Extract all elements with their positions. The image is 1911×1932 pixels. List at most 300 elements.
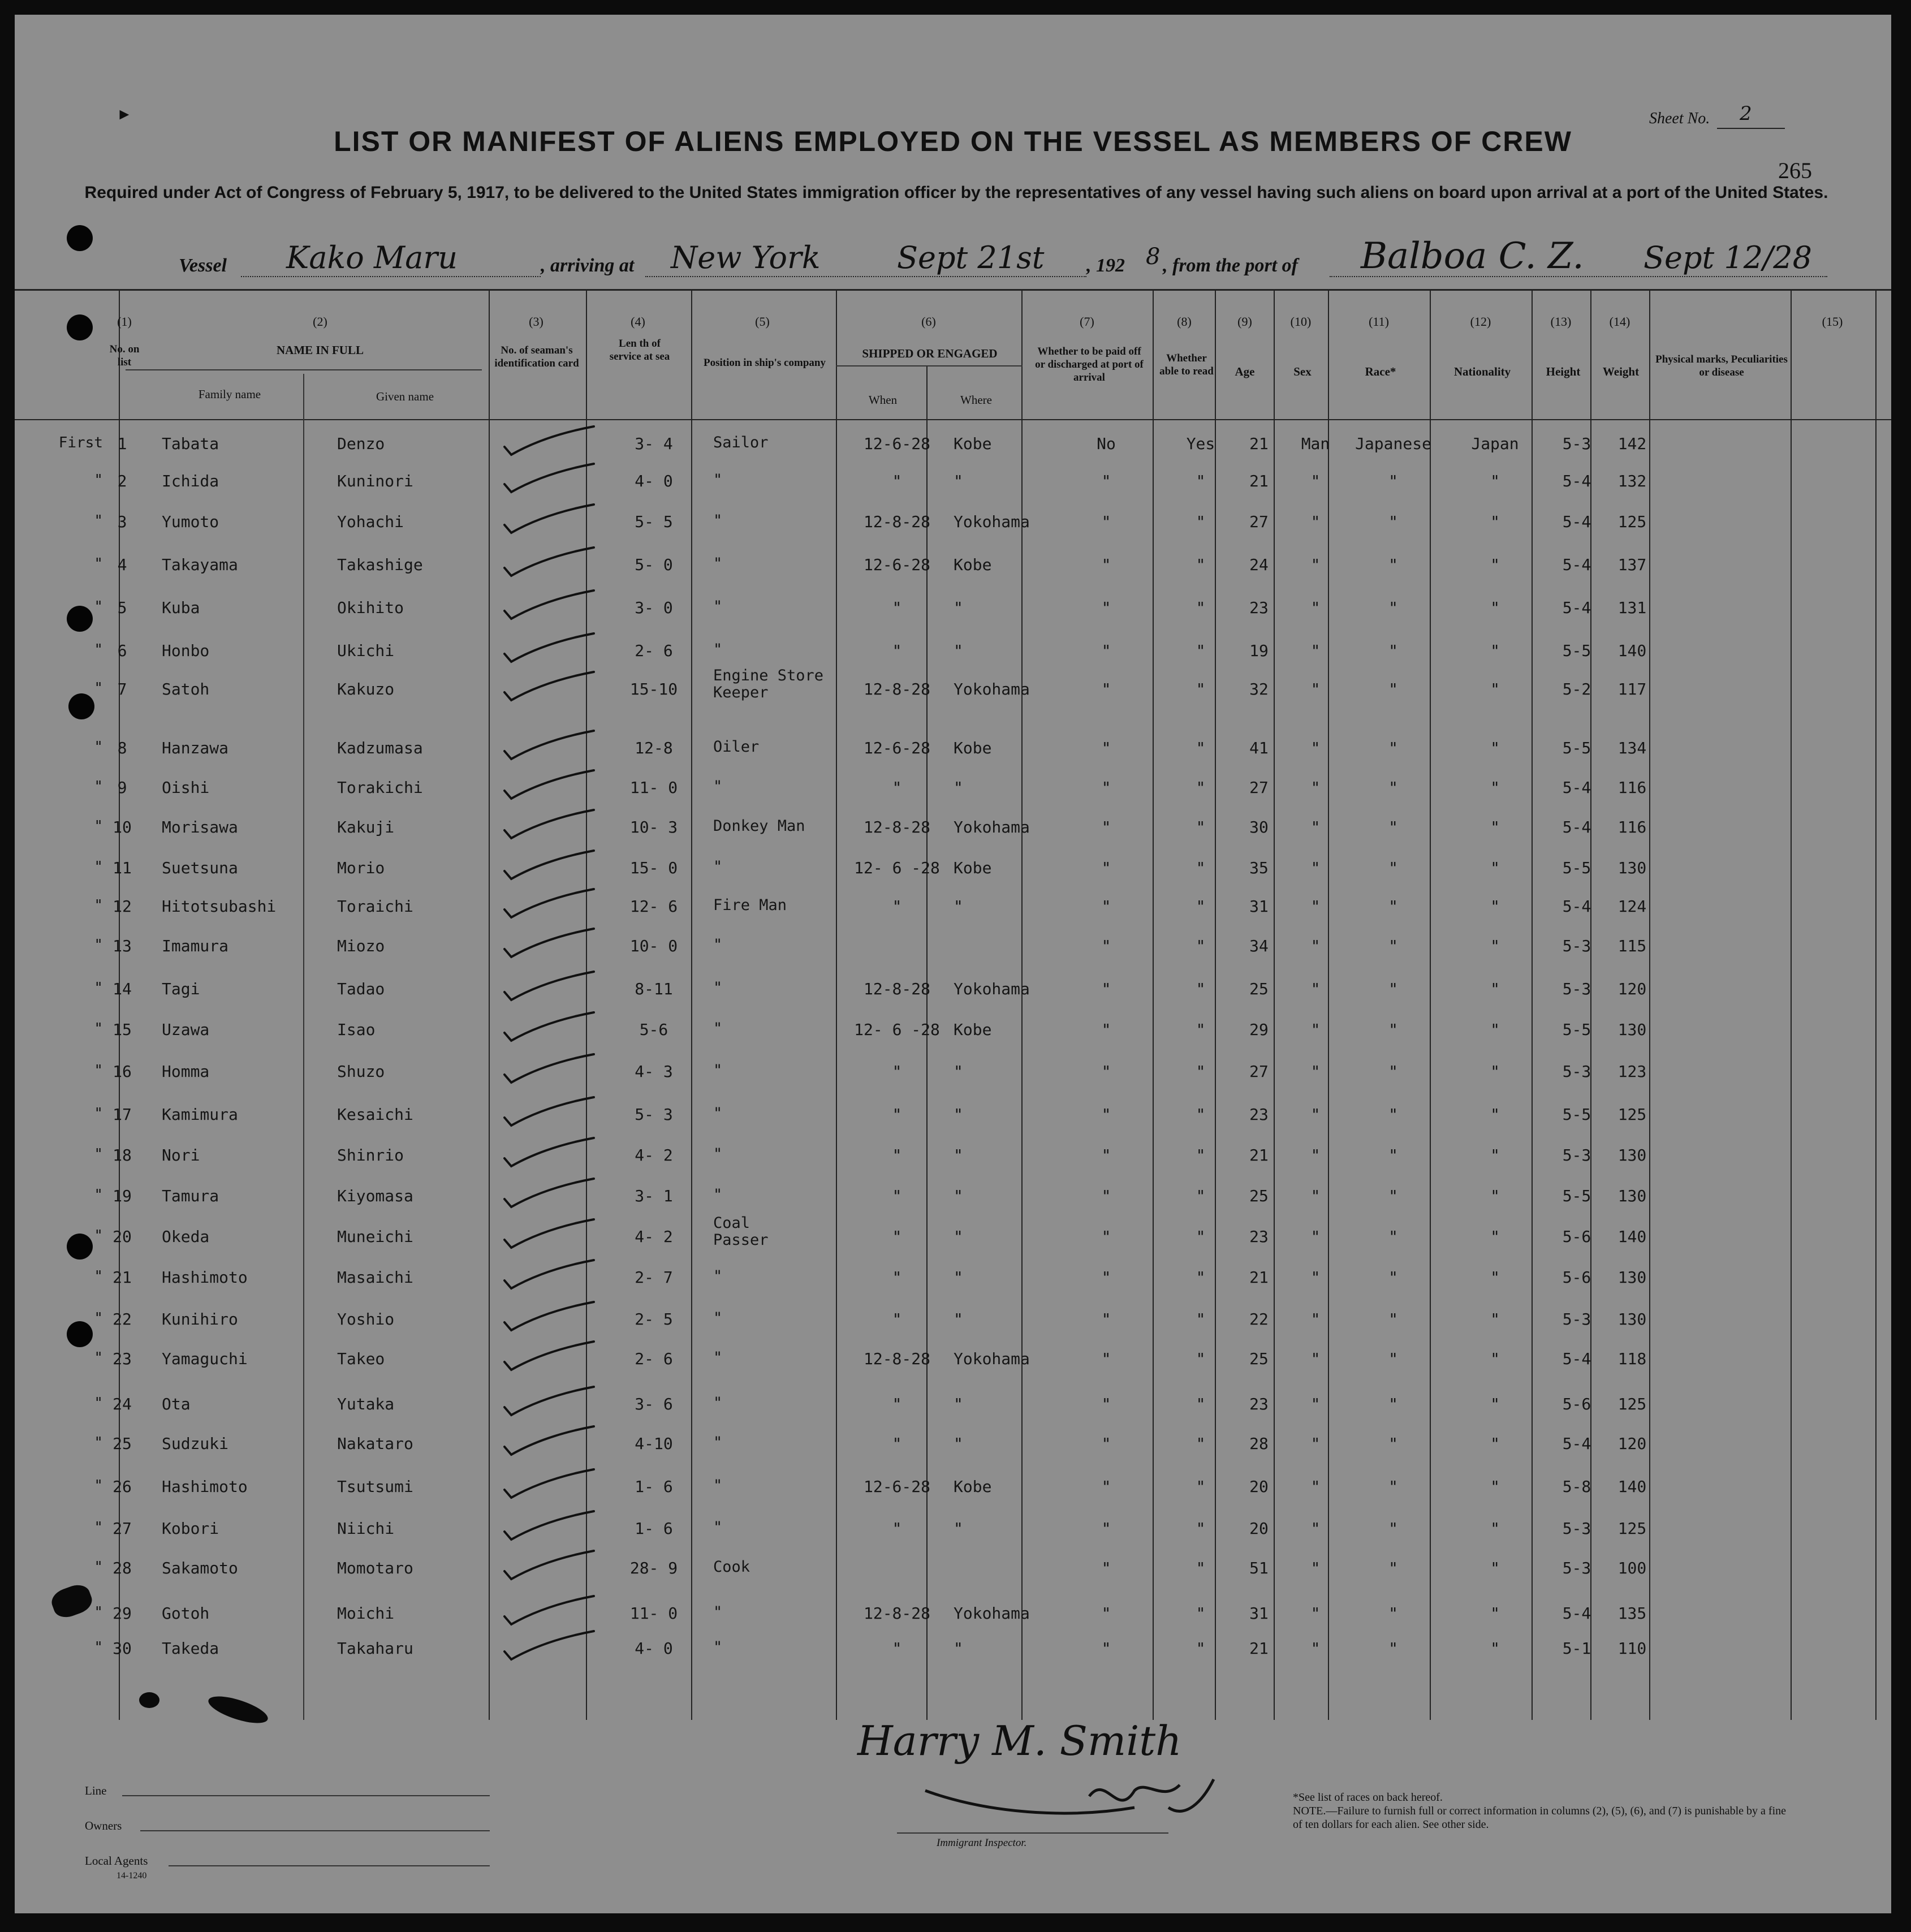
cell-nationality: ": [1490, 1519, 1500, 1538]
cell-age: 30: [1249, 818, 1269, 836]
cell-family: Hanzawa: [162, 739, 229, 757]
vessel-line: [241, 276, 541, 277]
cell-mark: ": [94, 1268, 103, 1285]
col-num: (7): [1080, 314, 1094, 329]
cell-mark: ": [94, 512, 103, 529]
cell-race: ": [1388, 1519, 1398, 1538]
cell-family: Oishi: [162, 778, 210, 797]
cell-given: Torakichi: [337, 778, 423, 797]
name-rule: [126, 369, 482, 370]
cell-where: ": [954, 1639, 963, 1658]
col-rule: [1649, 289, 1650, 1720]
year-digit: 8: [1146, 244, 1161, 270]
id-card-check-mark: [501, 1136, 597, 1170]
cell-mark: ": [94, 1604, 103, 1621]
cell-when: 12-8-28: [863, 512, 930, 531]
cell-nationality: ": [1490, 1187, 1500, 1205]
cell-paid: ": [1101, 980, 1111, 998]
cell-weight: 125: [1617, 1105, 1647, 1124]
cell-sex: ": [1310, 1604, 1321, 1623]
cell-when: ": [892, 1268, 902, 1287]
from-port-label: , from the port of: [1163, 255, 1298, 276]
col-rule: [1153, 289, 1154, 1720]
col-rule: [1328, 289, 1329, 1720]
cell-read: ": [1196, 1604, 1206, 1623]
cell-nationality: ": [1490, 1604, 1500, 1623]
cell-position: ": [713, 778, 723, 795]
cell-service: 4-10: [635, 1434, 673, 1453]
cell-nationality: ": [1490, 1268, 1500, 1287]
cell-age: 23: [1249, 1227, 1269, 1246]
cell-mark: ": [94, 739, 103, 756]
inspector-rule: [897, 1832, 1168, 1834]
cell-service: 2- 6: [635, 1349, 673, 1368]
cell-position: Fire Man: [713, 896, 787, 914]
cell-age: 31: [1249, 1604, 1269, 1623]
cell-family: Takeda: [162, 1639, 219, 1658]
arriving-line: [645, 276, 1086, 277]
cell-given: Morio: [337, 859, 385, 877]
cell-family: Kobori: [162, 1519, 219, 1538]
cell-height: 5-6: [1562, 1395, 1591, 1413]
year-prefix: , 192: [1086, 255, 1125, 276]
cell-weight: 125: [1617, 512, 1647, 531]
cell-when: ": [892, 1187, 902, 1205]
cell-sex: ": [1310, 472, 1321, 490]
col-num: (9): [1237, 314, 1252, 329]
cell-age: 23: [1249, 598, 1269, 617]
cell-service: 1- 6: [635, 1477, 673, 1496]
cell-height: 5-5: [1562, 641, 1591, 660]
cell-position: Coal Passer: [713, 1214, 769, 1249]
cell-service: 5- 0: [635, 555, 673, 574]
cell-no: 2: [117, 472, 127, 490]
cell-age: 28: [1249, 1434, 1269, 1453]
cell-service: 4- 0: [635, 472, 673, 490]
cell-position: ": [713, 858, 723, 876]
id-card-check-mark: [501, 1095, 597, 1129]
cell-nationality: ": [1490, 739, 1500, 757]
cell-given: Shuzo: [337, 1062, 385, 1081]
cell-mark: ": [94, 937, 103, 954]
cell-race: ": [1388, 641, 1398, 660]
cell-mark: First: [58, 434, 103, 451]
cell-nationality: ": [1490, 818, 1500, 836]
cell-position: ": [713, 512, 723, 529]
id-card-check-mark: [501, 969, 597, 1003]
cell-height: 5-2: [1562, 680, 1591, 698]
cell-age: 29: [1249, 1020, 1269, 1039]
cell-nationality: ": [1490, 1434, 1500, 1453]
cell-no: 4: [117, 555, 127, 574]
cell-family: Kunihiro: [162, 1310, 238, 1329]
cell-nationality: ": [1490, 1477, 1500, 1496]
cell-paid: ": [1101, 472, 1111, 490]
cell-nationality: ": [1490, 1310, 1500, 1329]
cell-when: 12-8-28: [863, 1604, 930, 1623]
cell-mark: ": [94, 818, 103, 835]
cell-nationality: ": [1490, 1559, 1500, 1577]
cell-read: ": [1196, 1227, 1206, 1246]
cell-weight: 120: [1617, 980, 1647, 998]
cell-no: 20: [113, 1227, 132, 1246]
cell-position: ": [713, 471, 723, 489]
cell-position: ": [713, 1105, 723, 1122]
cell-age: 20: [1249, 1477, 1269, 1496]
cell-position: ": [713, 1349, 723, 1366]
cell-nationality: ": [1490, 641, 1500, 660]
cell-read: ": [1196, 1310, 1206, 1329]
cell-race: ": [1388, 1559, 1398, 1577]
cell-sex: ": [1310, 1639, 1321, 1658]
cell-position: ": [713, 979, 723, 997]
cell-paid: ": [1101, 859, 1111, 877]
cell-read: Yes: [1186, 434, 1215, 453]
cell-age: 25: [1249, 1349, 1269, 1368]
cell-height: 5-4: [1562, 472, 1591, 490]
col-num: (8): [1177, 314, 1192, 329]
cell-paid: ": [1101, 1062, 1111, 1081]
cell-no: 9: [117, 778, 127, 797]
cell-service: 8-11: [635, 980, 673, 998]
id-card-check-mark: [501, 1339, 597, 1373]
form-number: 14-1240: [117, 1871, 147, 1881]
cell-nationality: ": [1490, 472, 1500, 490]
cell-race: ": [1388, 1349, 1398, 1368]
cell-where: ": [954, 1395, 963, 1413]
cell-when: 12-6-28: [863, 1477, 930, 1496]
agents-rule: [169, 1865, 490, 1866]
cell-weight: 134: [1617, 739, 1647, 757]
cell-given: Kesaichi: [337, 1105, 413, 1124]
cell-no: 8: [117, 739, 127, 757]
cell-sex: ": [1310, 818, 1321, 836]
cell-nationality: ": [1490, 897, 1500, 916]
cell-given: Kakuzo: [337, 680, 395, 698]
cell-age: 35: [1249, 859, 1269, 877]
cell-read: ": [1196, 937, 1206, 955]
cell-nationality: ": [1490, 1349, 1500, 1368]
cell-race: ": [1388, 818, 1398, 836]
cell-when: ": [892, 472, 902, 490]
page-number: 265: [1778, 158, 1812, 183]
cell-age: 25: [1249, 1187, 1269, 1205]
cell-height: 5-3: [1562, 1559, 1591, 1577]
cell-family: Takayama: [162, 555, 238, 574]
cell-no: 28: [113, 1559, 132, 1577]
id-card-check-mark: [501, 1176, 597, 1210]
cell-when: ": [892, 1062, 902, 1081]
cell-no: 3: [117, 512, 127, 531]
cell-given: Denzo: [337, 434, 385, 453]
cell-no: 18: [113, 1146, 132, 1165]
cell-mark: ": [94, 1477, 103, 1494]
cell-sex: ": [1310, 1349, 1321, 1368]
col-num: (5): [755, 314, 770, 329]
sheet-no-label: Sheet No.: [1649, 110, 1710, 127]
cell-race: ": [1388, 1020, 1398, 1039]
cell-where: ": [954, 1519, 963, 1538]
cell-given: Okihito: [337, 598, 404, 617]
cell-sex: ": [1310, 1105, 1321, 1124]
cell-read: ": [1196, 1187, 1206, 1205]
col-rule: [1791, 289, 1792, 1720]
header-when: When: [868, 393, 898, 407]
cell-height: 5-4: [1562, 897, 1591, 916]
cell-when: ": [892, 1227, 902, 1246]
cell-age: 21: [1249, 1639, 1269, 1658]
cell-when: ": [892, 641, 902, 660]
col-num: (4): [631, 314, 645, 329]
cell-read: ": [1196, 1395, 1206, 1413]
cell-race: ": [1388, 1062, 1398, 1081]
cell-where: ": [954, 1105, 963, 1124]
cell-weight: 124: [1617, 897, 1647, 916]
cell-where: Kobe: [954, 1020, 992, 1039]
cell-nationality: ": [1490, 1146, 1500, 1165]
line-label: Line: [85, 1784, 107, 1797]
id-card-check-mark: [501, 1217, 597, 1251]
cell-paid: ": [1101, 1105, 1111, 1124]
cell-race: Japanese: [1355, 434, 1431, 453]
cell-sex: ": [1310, 1434, 1321, 1453]
inspector-signature: Harry M. Smith: [857, 1717, 1182, 1765]
cell-mark: ": [94, 641, 103, 658]
col-rule: [1590, 289, 1591, 1720]
cell-read: ": [1196, 778, 1206, 797]
cell-age: 22: [1249, 1310, 1269, 1329]
cell-mark: ": [94, 1146, 103, 1163]
cell-given: Moichi: [337, 1604, 395, 1623]
cell-family: Homma: [162, 1062, 210, 1081]
cell-read: ": [1196, 1434, 1206, 1453]
cell-given: Masaichi: [337, 1268, 413, 1287]
cell-height: 5-3: [1562, 434, 1591, 453]
cell-no: 1: [117, 434, 127, 453]
cell-family: Kamimura: [162, 1105, 238, 1124]
id-card-check-mark: [501, 1052, 597, 1086]
cell-mark: ": [94, 472, 103, 489]
cell-paid: ": [1101, 598, 1111, 617]
cell-mark: ": [94, 1434, 103, 1451]
cell-age: 32: [1249, 680, 1269, 698]
cell-where: ": [954, 778, 963, 797]
cell-when: ": [892, 778, 902, 797]
cell-sex: ": [1310, 512, 1321, 531]
cell-family: Okeda: [162, 1227, 210, 1246]
header-weight: Weight: [1602, 365, 1640, 378]
cell-no: 6: [117, 641, 127, 660]
cell-nationality: ": [1490, 1020, 1500, 1039]
col-num: (2): [313, 314, 327, 329]
header-given-name: Given name: [376, 390, 434, 403]
cell-nationality: ": [1490, 1639, 1500, 1658]
col-num: (12): [1470, 314, 1491, 329]
cell-weight: 130: [1617, 1146, 1647, 1165]
cell-no: 15: [113, 1020, 132, 1039]
cell-where: ": [954, 897, 963, 916]
cell-position: ": [713, 1477, 723, 1494]
cell-read: ": [1196, 818, 1206, 836]
cell-race: ": [1388, 937, 1398, 955]
cell-where: Kobe: [954, 434, 992, 453]
cell-service: 5- 5: [635, 512, 673, 531]
cell-nationality: ": [1490, 937, 1500, 955]
header-race: Race*: [1365, 365, 1396, 378]
cell-height: 5-4: [1562, 778, 1591, 797]
col-rule: [1532, 289, 1533, 1720]
cell-where: Yokohama: [954, 680, 1030, 698]
cell-sex: ": [1310, 598, 1321, 617]
cell-weight: 130: [1617, 1020, 1647, 1039]
header-paid-off: Whether to be paid off or discharged at port of arrival: [1035, 346, 1144, 383]
id-card-check-mark: [501, 1010, 597, 1044]
cell-service: 11- 0: [629, 778, 678, 797]
cell-mark: ": [94, 1639, 103, 1656]
col-num: (11): [1369, 314, 1389, 329]
cell-sex: Man: [1301, 434, 1330, 453]
cell-paid: ": [1101, 1559, 1111, 1577]
id-card-check-mark: [501, 1549, 597, 1582]
cell-race: ": [1388, 598, 1398, 617]
id-card-check-mark: [501, 502, 597, 536]
col-rule: [489, 289, 490, 1720]
cell-service: 2- 6: [635, 641, 673, 660]
cell-paid: ": [1101, 1268, 1111, 1287]
cell-nationality: ": [1490, 778, 1500, 797]
cell-paid: ": [1101, 1020, 1111, 1039]
cell-mark: ": [94, 1105, 103, 1122]
cell-service: 3- 1: [635, 1187, 673, 1205]
cell-height: 5-3: [1562, 980, 1591, 998]
cell-given: Takaharu: [337, 1639, 413, 1658]
cell-family: Hitotsubashi: [162, 897, 277, 916]
cell-where: Kobe: [954, 555, 992, 574]
header-physical-marks: Physical marks, Peculiarities or disease: [1655, 353, 1788, 378]
cell-where: Kobe: [954, 739, 992, 757]
id-card-check-mark: [501, 631, 597, 665]
id-card-check-mark: [501, 588, 597, 622]
cell-given: Kadzumasa: [337, 739, 423, 757]
cell-race: ": [1388, 512, 1398, 531]
cell-when: ": [892, 1434, 902, 1453]
cell-given: Muneichi: [337, 1227, 413, 1246]
cell-family: Satoh: [162, 680, 210, 698]
cell-where: Yokohama: [954, 818, 1030, 836]
cell-weight: 130: [1617, 1268, 1647, 1287]
cell-weight: 132: [1617, 472, 1647, 490]
cell-sex: ": [1310, 1062, 1321, 1081]
cell-position: Cook: [713, 1558, 750, 1576]
cell-read: ": [1196, 555, 1206, 574]
cell-age: 21: [1249, 472, 1269, 490]
cell-where: Yokohama: [954, 1604, 1030, 1623]
cell-service: 11- 0: [629, 1604, 678, 1623]
cell-age: 27: [1249, 512, 1269, 531]
cell-weight: 131: [1617, 598, 1647, 617]
cell-paid: ": [1101, 512, 1111, 531]
cell-paid: ": [1101, 1395, 1111, 1413]
cell-age: 31: [1249, 897, 1269, 916]
cell-race: ": [1388, 1146, 1398, 1165]
cell-race: ": [1388, 859, 1398, 877]
cell-age: 51: [1249, 1559, 1269, 1577]
cell-mark: ": [94, 1349, 103, 1366]
cell-given: Tadao: [337, 980, 385, 998]
cell-no: 27: [113, 1519, 132, 1538]
cell-no: 14: [113, 980, 132, 998]
cell-family: Morisawa: [162, 818, 238, 836]
cell-when: ": [892, 897, 902, 916]
cell-weight: 140: [1617, 1477, 1647, 1496]
cell-where: ": [954, 1062, 963, 1081]
cell-mark: ": [94, 680, 103, 697]
vessel-label: Vessel: [179, 255, 227, 276]
cell-race: ": [1388, 980, 1398, 998]
cell-service: 4- 2: [635, 1227, 673, 1246]
cell-height: 5-5: [1562, 739, 1591, 757]
cell-service: 5- 3: [635, 1105, 673, 1124]
cell-nationality: ": [1490, 555, 1500, 574]
cell-when: ": [892, 1395, 902, 1413]
cell-paid: ": [1101, 818, 1111, 836]
cell-when: 12-6-28: [863, 739, 930, 757]
cell-race: ": [1388, 1105, 1398, 1124]
cell-sex: ": [1310, 1227, 1321, 1246]
cell-service: 12-8: [635, 739, 673, 757]
cell-family: Tagi: [162, 980, 200, 998]
cell-sex: ": [1310, 897, 1321, 916]
cell-when: 12-6-28: [863, 555, 930, 574]
cell-paid: ": [1101, 1227, 1111, 1246]
cell-family: Nori: [162, 1146, 200, 1165]
cell-age: 21: [1249, 1268, 1269, 1287]
header-family-name: Family name: [198, 387, 261, 401]
cell-weight: 140: [1617, 641, 1647, 660]
header-read: Whether able to read: [1159, 352, 1214, 377]
cell-race: ": [1388, 1227, 1398, 1246]
cell-sex: ": [1310, 739, 1321, 757]
cell-position: ": [713, 1267, 723, 1285]
cell-weight: 135: [1617, 1604, 1647, 1623]
cell-weight: 110: [1617, 1639, 1647, 1658]
cell-given: Nakataro: [337, 1434, 413, 1453]
cell-paid: ": [1101, 1349, 1111, 1368]
cell-height: 5-3: [1562, 1146, 1591, 1165]
cell-read: ": [1196, 512, 1206, 531]
inspector-label: Immigrant Inspector.: [937, 1837, 1027, 1849]
header-age: Age: [1235, 365, 1255, 378]
cell-sex: ": [1310, 1187, 1321, 1205]
cell-no: 17: [113, 1105, 132, 1124]
id-card-check-mark: [501, 1629, 597, 1663]
cell-height: 5-6: [1562, 1227, 1591, 1246]
cell-paid: ": [1101, 778, 1111, 797]
cell-height: 5-3: [1562, 1519, 1591, 1538]
cell-age: 34: [1249, 937, 1269, 955]
cell-read: ": [1196, 1105, 1206, 1124]
cell-weight: 123: [1617, 1062, 1647, 1081]
cell-family: Honbo: [162, 641, 210, 660]
cell-given: Momotaro: [337, 1559, 413, 1577]
cell-sex: ": [1310, 980, 1321, 998]
cell-mark: ": [94, 1519, 103, 1536]
cell-weight: 142: [1617, 434, 1647, 453]
cell-read: ": [1196, 739, 1206, 757]
owners-label: Owners: [85, 1819, 122, 1832]
cell-when: 12-8-28: [863, 680, 930, 698]
cell-service: 12- 6: [629, 897, 678, 916]
